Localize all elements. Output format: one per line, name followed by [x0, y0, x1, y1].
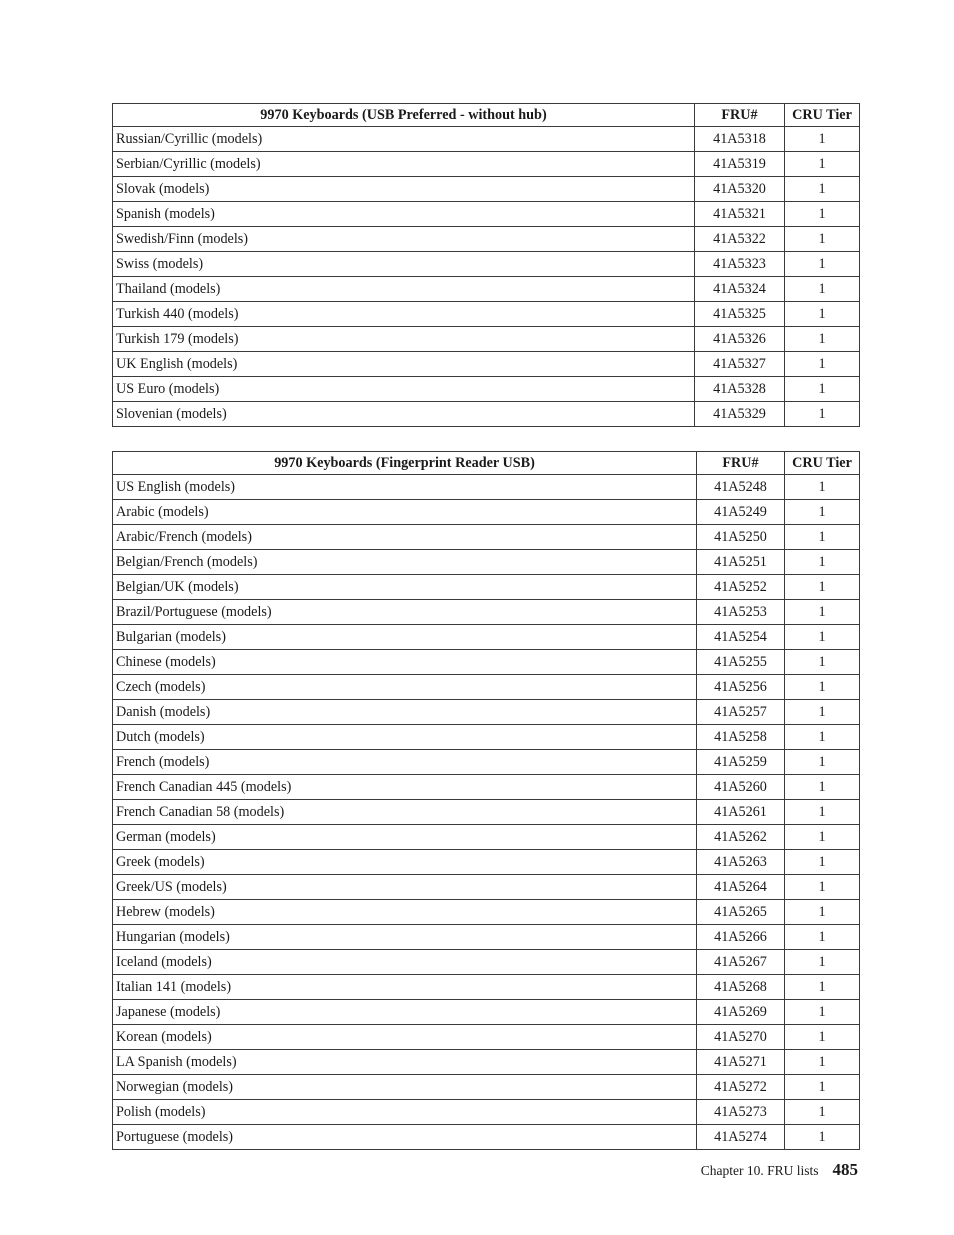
cru-tier-cell: 1	[785, 475, 860, 500]
table-row	[113, 1075, 860, 1100]
table-row	[113, 302, 860, 327]
chapter-title: Chapter 10. FRU lists	[700, 1163, 819, 1178]
cru-tier-cell: 1	[785, 825, 860, 850]
description-cell: Hebrew (models)	[113, 900, 697, 925]
cru-tier-cell: 1	[785, 800, 860, 825]
table-row	[113, 825, 860, 850]
fru-table-usb-preferred	[112, 103, 860, 427]
cru-tier-cell: 1	[785, 575, 860, 600]
cru-tier-cell: 1	[785, 500, 860, 525]
description-cell: Arabic/French (models)	[113, 525, 697, 550]
cru-tier-cell: 1	[785, 900, 860, 925]
description-cell: Iceland (models)	[113, 950, 697, 975]
table-row	[113, 550, 860, 575]
description-cell: Serbian/Cyrillic (models)	[113, 152, 695, 177]
description-cell: Japanese (models)	[113, 1000, 697, 1025]
description-cell: German (models)	[113, 825, 697, 850]
cru-tier-cell: 1	[785, 302, 860, 327]
cru-tier-cell: 1	[785, 725, 860, 750]
cru-tier-cell: 1	[785, 1075, 860, 1100]
description-cell: Slovenian (models)	[113, 402, 695, 427]
cru-tier-cell: 1	[785, 975, 860, 1000]
fru-number-cell: 41A5254	[697, 625, 785, 650]
table-header-row	[113, 452, 860, 475]
table-row	[113, 700, 860, 725]
fru-number-cell: 41A5261	[697, 800, 785, 825]
table-row	[113, 650, 860, 675]
cru-tier-cell: 1	[785, 127, 860, 152]
fru-number-cell: 41A5321	[695, 202, 785, 227]
cru-tier-cell: 1	[785, 750, 860, 775]
table-row	[113, 152, 860, 177]
table-row	[113, 227, 860, 252]
fru-number-cell: 41A5273	[697, 1100, 785, 1125]
description-cell: Belgian/French (models)	[113, 550, 697, 575]
fru-number-cell: 41A5265	[697, 900, 785, 925]
cru-tier-cell: 1	[785, 252, 860, 277]
fru-number-cell: 41A5264	[697, 875, 785, 900]
table-row	[113, 1100, 860, 1125]
description-cell: US Euro (models)	[113, 377, 695, 402]
description-cell: Norwegian (models)	[113, 1075, 697, 1100]
fru-number-cell: 41A5250	[697, 525, 785, 550]
description-cell: Danish (models)	[113, 700, 697, 725]
fru-number-cell: 41A5248	[697, 475, 785, 500]
fru-number-cell: 41A5256	[697, 675, 785, 700]
fru-number-cell: 41A5323	[695, 252, 785, 277]
cru-tier-cell: 1	[785, 277, 860, 302]
page-footer	[701, 1160, 858, 1180]
table-row	[113, 675, 860, 700]
table-row	[113, 402, 860, 427]
description-cell: Czech (models)	[113, 675, 697, 700]
description-cell: Portuguese (models)	[113, 1125, 697, 1150]
cru-tier-cell: 1	[785, 525, 860, 550]
fru-number-cell: 41A5252	[697, 575, 785, 600]
description-cell: Italian 141 (models)	[113, 975, 697, 1000]
column-header-cru-tier: CRU Tier	[785, 104, 860, 127]
table-row	[113, 800, 860, 825]
description-cell: Arabic (models)	[113, 500, 697, 525]
cru-tier-cell: 1	[785, 550, 860, 575]
fru-table-fingerprint-reader	[112, 451, 860, 1150]
table-row	[113, 725, 860, 750]
cru-tier-cell: 1	[785, 625, 860, 650]
table-row	[113, 352, 860, 377]
cru-tier-cell: 1	[785, 775, 860, 800]
fru-number-cell: 41A5319	[695, 152, 785, 177]
cru-tier-cell: 1	[785, 600, 860, 625]
cru-tier-cell: 1	[785, 1125, 860, 1150]
description-cell: French (models)	[113, 750, 697, 775]
fru-number-cell: 41A5266	[697, 925, 785, 950]
description-cell: Turkish 440 (models)	[113, 302, 695, 327]
table-row	[113, 277, 860, 302]
table-row	[113, 625, 860, 650]
fru-number-cell: 41A5329	[695, 402, 785, 427]
column-header-description: 9970 Keyboards (USB Preferred - without hub)	[113, 104, 695, 127]
fru-number-cell: 41A5262	[697, 825, 785, 850]
cru-tier-cell: 1	[785, 675, 860, 700]
fru-number-cell: 41A5259	[697, 750, 785, 775]
cru-tier-cell: 1	[785, 402, 860, 427]
table-row	[113, 775, 860, 800]
fru-number-cell: 41A5328	[695, 377, 785, 402]
fru-number-cell: 41A5272	[697, 1075, 785, 1100]
fru-number-cell: 41A5327	[695, 352, 785, 377]
description-cell: LA Spanish (models)	[113, 1050, 697, 1075]
cru-tier-cell: 1	[785, 1100, 860, 1125]
page-number: 485	[832, 1160, 858, 1179]
cru-tier-cell: 1	[785, 1025, 860, 1050]
cru-tier-cell: 1	[785, 650, 860, 675]
fru-number-cell: 41A5268	[697, 975, 785, 1000]
fru-number-cell: 41A5324	[695, 277, 785, 302]
description-cell: Chinese (models)	[113, 650, 697, 675]
fru-number-cell: 41A5271	[697, 1050, 785, 1075]
table-row	[113, 377, 860, 402]
cru-tier-cell: 1	[785, 1000, 860, 1025]
table-row	[113, 850, 860, 875]
description-cell: Swedish/Finn (models)	[113, 227, 695, 252]
description-cell: Swiss (models)	[113, 252, 695, 277]
cru-tier-cell: 1	[785, 327, 860, 352]
table-row	[113, 500, 860, 525]
cru-tier-cell: 1	[785, 177, 860, 202]
fru-number-cell: 41A5257	[697, 700, 785, 725]
table-row	[113, 202, 860, 227]
column-header-fru: FRU#	[695, 104, 785, 127]
column-header-cru-tier: CRU Tier	[785, 452, 860, 475]
fru-number-cell: 41A5255	[697, 650, 785, 675]
table-row	[113, 327, 860, 352]
table-row	[113, 1000, 860, 1025]
description-cell: Spanish (models)	[113, 202, 695, 227]
table-row	[113, 525, 860, 550]
table-header-row	[113, 104, 860, 127]
description-cell: US English (models)	[113, 475, 697, 500]
table-row	[113, 900, 860, 925]
description-cell: Polish (models)	[113, 1100, 697, 1125]
cru-tier-cell: 1	[785, 850, 860, 875]
table-row	[113, 475, 860, 500]
cru-tier-cell: 1	[785, 950, 860, 975]
description-cell: French Canadian 58 (models)	[113, 800, 697, 825]
description-cell: Korean (models)	[113, 1025, 697, 1050]
table-row	[113, 575, 860, 600]
description-cell: Turkish 179 (models)	[113, 327, 695, 352]
table-row	[113, 1050, 860, 1075]
description-cell: Brazil/Portuguese (models)	[113, 600, 697, 625]
description-cell: Bulgarian (models)	[113, 625, 697, 650]
table-row	[113, 127, 860, 152]
fru-number-cell: 41A5326	[695, 327, 785, 352]
table-row	[113, 1125, 860, 1150]
cru-tier-cell: 1	[785, 227, 860, 252]
table-row	[113, 875, 860, 900]
column-header-description: 9970 Keyboards (Fingerprint Reader USB)	[113, 452, 697, 475]
description-cell: Greek/US (models)	[113, 875, 697, 900]
cru-tier-cell: 1	[785, 202, 860, 227]
table-row	[113, 252, 860, 277]
fru-number-cell: 41A5251	[697, 550, 785, 575]
cru-tier-cell: 1	[785, 875, 860, 900]
table-row	[113, 950, 860, 975]
column-header-fru: FRU#	[697, 452, 785, 475]
description-cell: Hungarian (models)	[113, 925, 697, 950]
fru-number-cell: 41A5270	[697, 1025, 785, 1050]
fru-number-cell: 41A5325	[695, 302, 785, 327]
description-cell: Belgian/UK (models)	[113, 575, 697, 600]
table-row	[113, 975, 860, 1000]
description-cell: Dutch (models)	[113, 725, 697, 750]
table-row	[113, 177, 860, 202]
fru-number-cell: 41A5322	[695, 227, 785, 252]
fru-number-cell: 41A5267	[697, 950, 785, 975]
description-cell: Greek (models)	[113, 850, 697, 875]
description-cell: Slovak (models)	[113, 177, 695, 202]
cru-tier-cell: 1	[785, 700, 860, 725]
fru-number-cell: 41A5253	[697, 600, 785, 625]
fru-number-cell: 41A5249	[697, 500, 785, 525]
fru-number-cell: 41A5258	[697, 725, 785, 750]
fru-number-cell: 41A5318	[695, 127, 785, 152]
cru-tier-cell: 1	[785, 352, 860, 377]
cru-tier-cell: 1	[785, 152, 860, 177]
description-cell: French Canadian 445 (models)	[113, 775, 697, 800]
cru-tier-cell: 1	[785, 1050, 860, 1075]
fru-number-cell: 41A5269	[697, 1000, 785, 1025]
table-row	[113, 750, 860, 775]
table-row	[113, 1025, 860, 1050]
fru-number-cell: 41A5263	[697, 850, 785, 875]
description-cell: Thailand (models)	[113, 277, 695, 302]
fru-number-cell: 41A5274	[697, 1125, 785, 1150]
table-row	[113, 600, 860, 625]
fru-number-cell: 41A5260	[697, 775, 785, 800]
description-cell: Russian/Cyrillic (models)	[113, 127, 695, 152]
cru-tier-cell: 1	[785, 925, 860, 950]
description-cell: UK English (models)	[113, 352, 695, 377]
cru-tier-cell: 1	[785, 377, 860, 402]
table-row	[113, 925, 860, 950]
fru-number-cell: 41A5320	[695, 177, 785, 202]
